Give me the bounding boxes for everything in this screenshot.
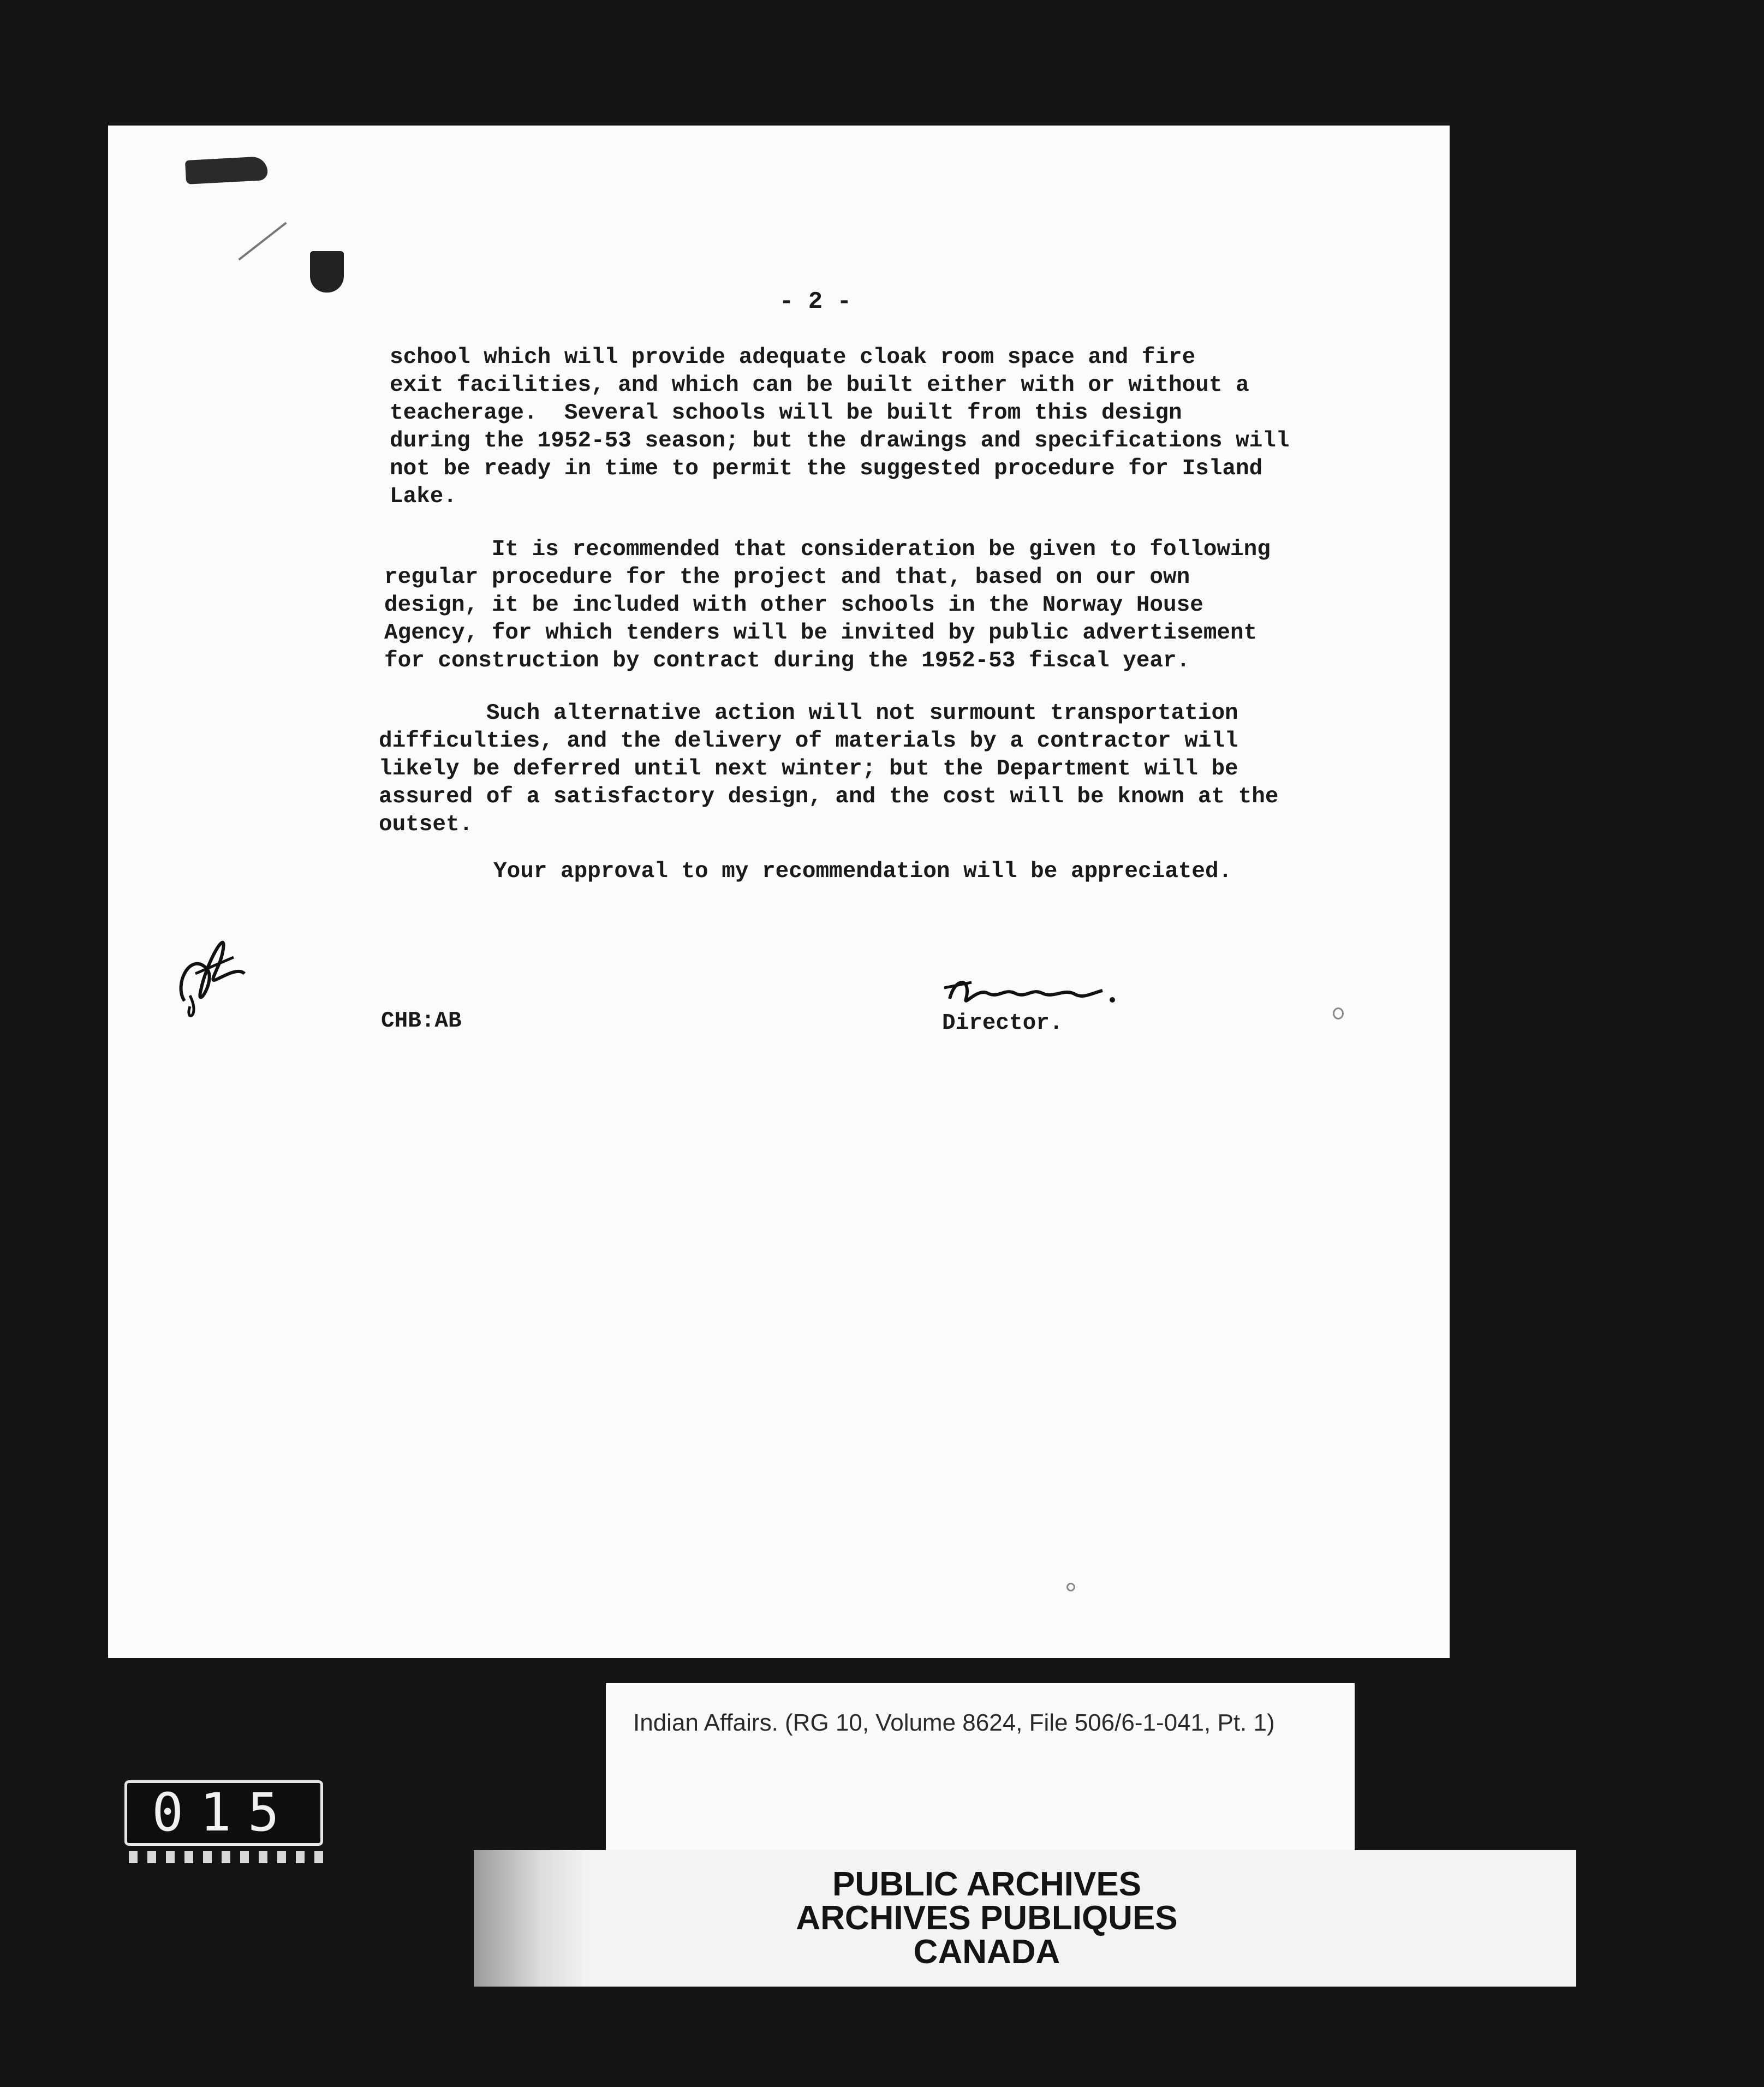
reference-initials: CHB:AB xyxy=(381,1009,462,1034)
stamp-line-3: CANADA xyxy=(913,1933,1060,1971)
speck xyxy=(1333,1007,1344,1019)
page-number: - 2 - xyxy=(779,288,852,315)
stamp-line-1: PUBLIC ARCHIVES xyxy=(832,1865,1142,1903)
paragraph-1: school which will provide adequate cloak room space and fire exit facilities, and which can be built either with or without a teacherage. Several schools will be built from this design during the 1952-53 season; but the drawings and specifications will not be ready in time to permit the suggested procedure for Island Lake. xyxy=(390,345,1290,509)
signatory-title: Director. xyxy=(942,1011,1063,1036)
paragraph-3: Such alternative action will not surmount transportation difficulties, and the delivery of materials by a contractor will likely be deferred until next winter; but the Department will be assured of a satisfactory design, and the cost will be known at the outset. xyxy=(379,701,1279,837)
staple-mark xyxy=(185,156,268,184)
paragraph-4: Your approval to my recommendation will be appreciated. xyxy=(493,859,1232,884)
handwritten-initials xyxy=(168,919,255,1028)
file-reference: Indian Affairs. (RG 10, Volume 8624, File 506/6-1-041, Pt. 1) xyxy=(633,1709,1275,1736)
shield-icon xyxy=(310,251,344,293)
stamp-text xyxy=(474,1850,1500,1987)
stamp-line-2: ARCHIVES PUBLIQUES xyxy=(796,1899,1178,1937)
archive-file-label xyxy=(606,1683,1355,1863)
film-sprockets xyxy=(129,1851,325,1863)
letter-page xyxy=(108,126,1450,1658)
archive-stamp xyxy=(474,1850,1576,1987)
frame-number: 015 xyxy=(124,1780,323,1846)
paragraph-2: It is recommended that consideration be given to following regular procedure for the project and that, based on our own design, it be included with other schools in the Norway House Agency, for which tenders will be invited by public advertisement for construction by contract during the 1952-53 fiscal year. xyxy=(384,537,1271,673)
handwritten-signature xyxy=(939,966,1124,1015)
speck xyxy=(1066,1583,1075,1591)
pencil-mark xyxy=(238,222,287,261)
